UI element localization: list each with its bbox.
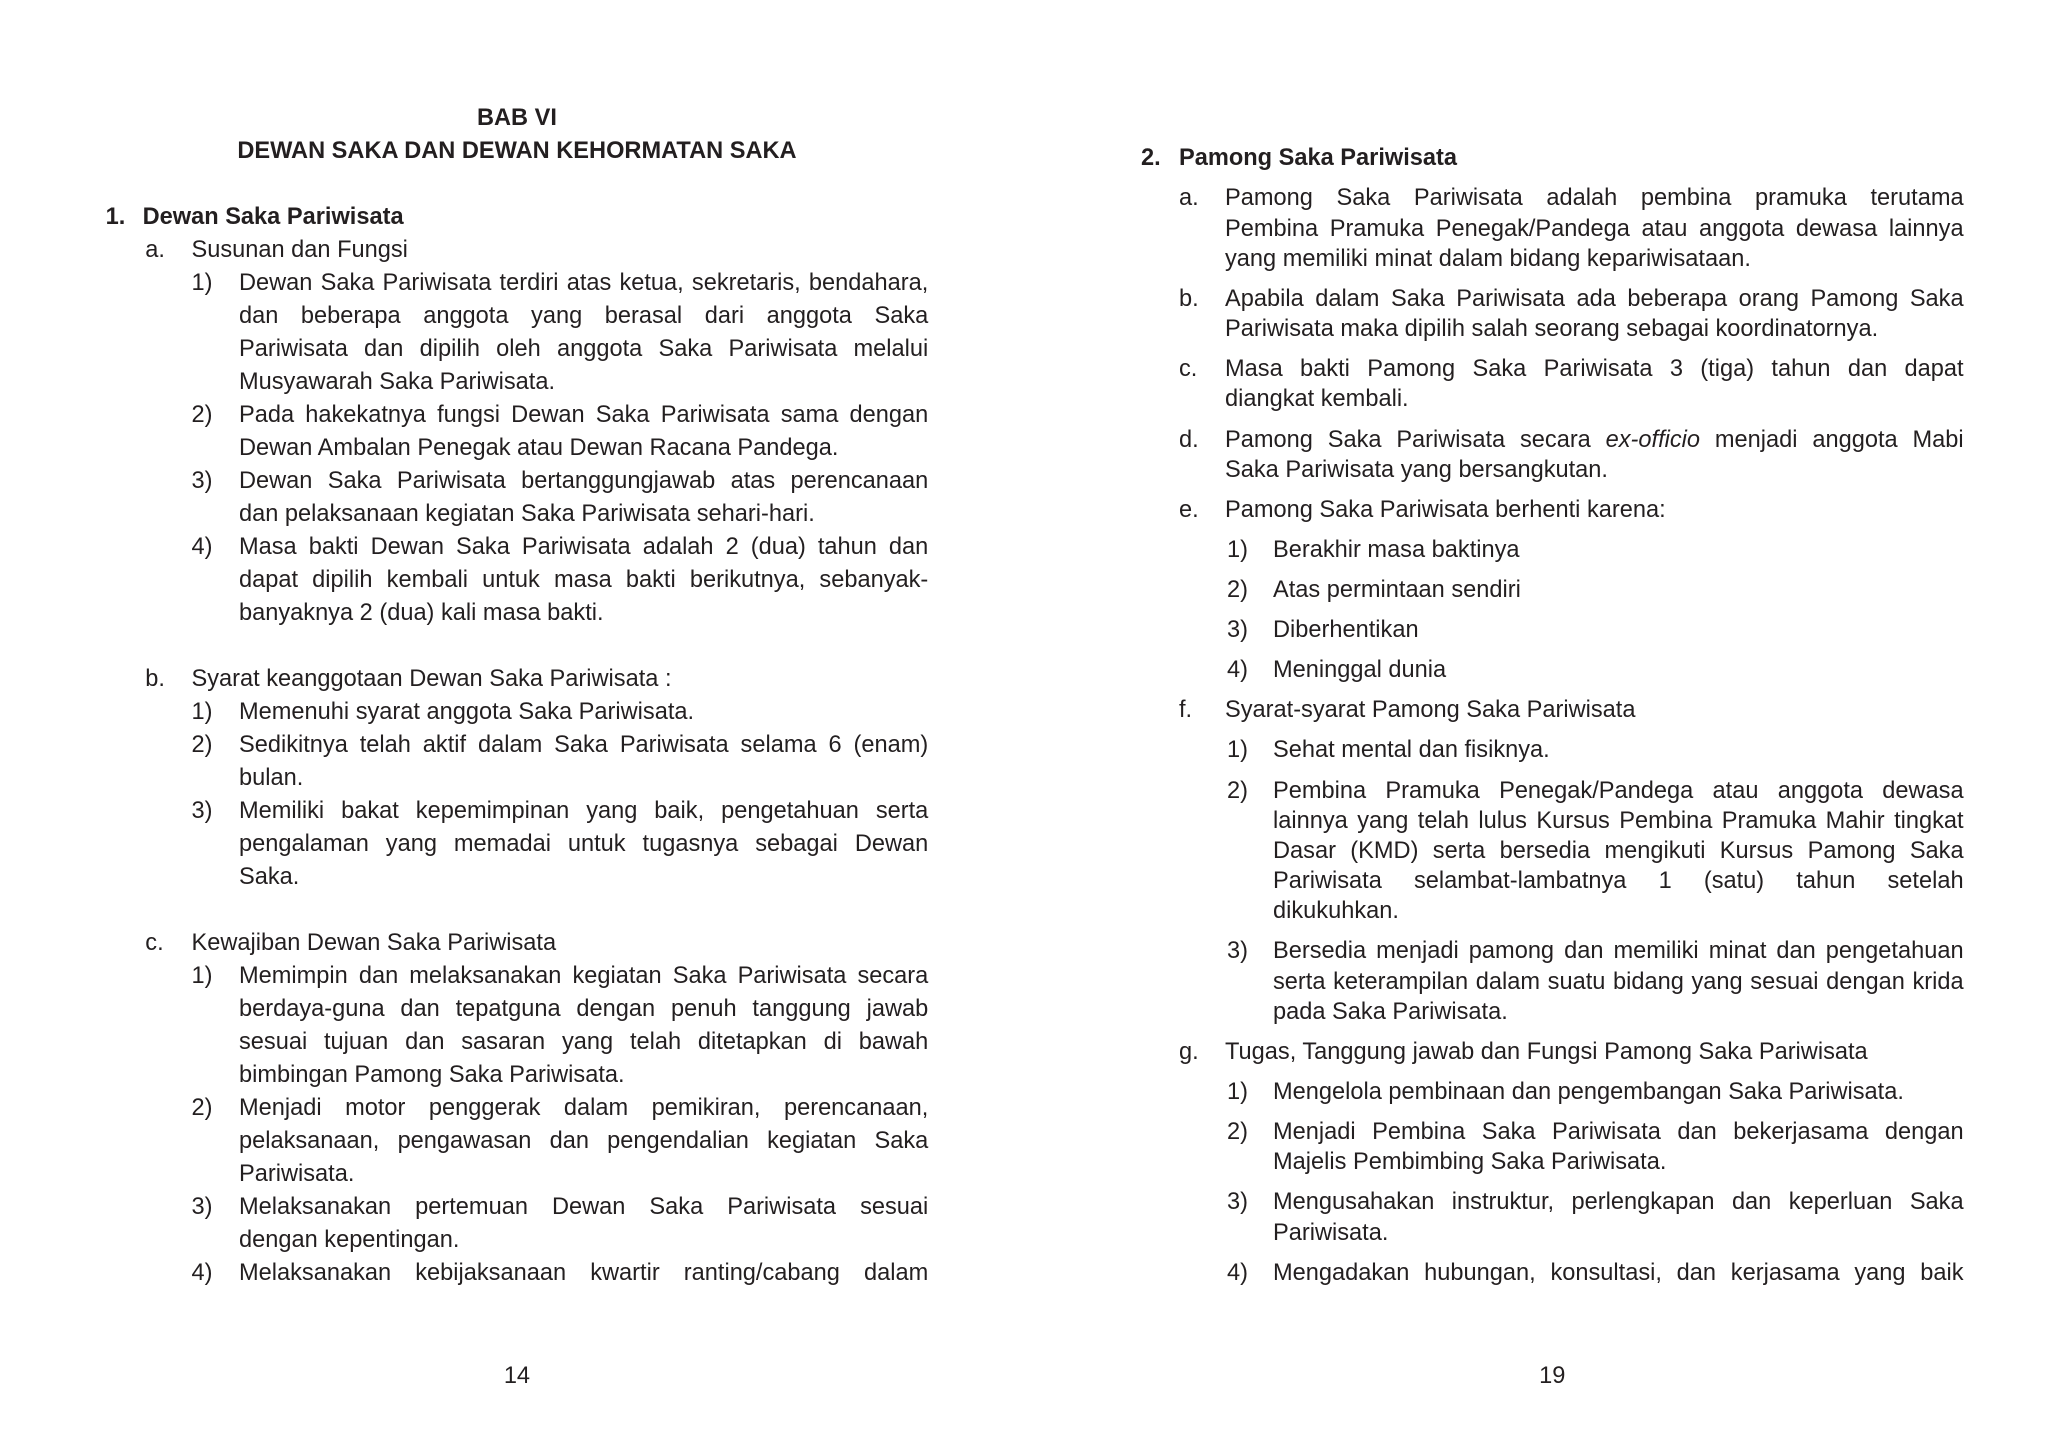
section-heading-text [143, 201, 929, 234]
item-text [1273, 1187, 1964, 1247]
list-item [1141, 183, 1964, 274]
item-marker: 3) [191, 798, 213, 825]
item-marker: 3) [1227, 617, 1248, 644]
text-line: Memimpin dan melaksanakan kegiatan Saka Pariwisata secara [238, 963, 929, 990]
sub-list-item [106, 1092, 929, 1191]
item-text [239, 1257, 928, 1290]
text-line: Atas permintaan sendiri [1273, 577, 1521, 604]
list-item [1141, 354, 1964, 414]
text-line: Bersedia menjadi pamong dan memiliki minat dan pengetahuan [1273, 938, 1964, 965]
text-line: Susunan dan Fungsi [191, 237, 408, 264]
text-line: Syarat-syarat Pamong Saka Pariwisata [1225, 697, 1636, 724]
text-line: Sehat mental dan fisiknya. [1273, 737, 1550, 764]
text-line: Pamong Saka Pariwisata berhenti karena: [1225, 496, 1666, 523]
item-marker: 3) [191, 1194, 213, 1221]
item-text [1273, 776, 1964, 927]
item-marker: 3) [1227, 938, 1248, 965]
text-line: bulan. [238, 765, 304, 792]
text-line: pengalaman yang memadai untuk tugasnya sebagai Dewan [238, 831, 929, 858]
sub-list-item [106, 795, 929, 894]
text-line: Memenuhi syarat anggota Saka Pariwisata. [238, 699, 695, 726]
item-marker: 4) [1227, 657, 1248, 684]
text-line: bimbingan Pamong Saka Pariwisata. [238, 1062, 625, 1089]
item-marker: 4) [1227, 1259, 1248, 1286]
text-line: serta keterampilan dalam suatu bidang yang sesuai dengan krida [1273, 968, 1964, 995]
text-line: Pariwisata dan dipilih oleh anggota Saka Pariwisata melalui [238, 336, 929, 363]
chapter-title: DEWAN SAKA DAN DEWAN KEHORMATAN SAKA [237, 138, 797, 165]
page-number: 19 [1539, 1362, 1566, 1389]
text-line: Saka Pariwisata yang bersangkutan. [1225, 456, 1608, 483]
sub-list-item [106, 960, 929, 1092]
item-text [239, 267, 928, 399]
sub-list-item [106, 696, 929, 729]
text-line: Pariwisata. [1273, 1219, 1389, 1246]
sub-list-item [106, 1257, 929, 1290]
text-line: sesuai tujuan dan sasaran yang telah ditetapkan di bawah [238, 1029, 929, 1056]
text-line: Pariwisata. [238, 1161, 355, 1188]
item-text [1273, 1258, 1964, 1288]
section-number: 1. [105, 204, 126, 231]
item-text [239, 531, 928, 630]
item-text [1273, 936, 1964, 1027]
sub-list-item [1141, 776, 1964, 927]
section-number: 2. [1141, 145, 1161, 172]
item-text [191, 927, 928, 960]
item-text [239, 795, 928, 894]
item-text [1273, 1077, 1964, 1107]
text-line: Mengelola pembinaan dan pengembangan Saka Pariwisata. [1273, 1079, 1904, 1106]
text-line: Kewajiban Dewan Saka Pariwisata [191, 930, 557, 957]
section-heading [1141, 143, 1964, 173]
list-item [1141, 284, 1964, 344]
section-title: Pamong Saka Pariwisata [1179, 145, 1458, 172]
text-line: Berakhir masa baktinya [1273, 536, 1520, 563]
item-text [1273, 655, 1964, 685]
text-line: diangkat kembali. [1225, 386, 1409, 413]
item-marker: a. [1179, 185, 1199, 212]
text-line: Masa bakti Pamong Saka Pariwisata 3 (tiga) tahun dan dapat [1225, 356, 1964, 383]
item-marker: d. [1179, 426, 1199, 453]
item-marker: c. [1179, 356, 1198, 383]
sub-list-item [1141, 1117, 1964, 1177]
sub-list-item [1141, 936, 1964, 1027]
list-item [106, 927, 929, 960]
item-marker: 2) [191, 1095, 213, 1122]
item-marker: 4) [191, 534, 213, 561]
item-text [239, 696, 928, 729]
right-page-content [1141, 143, 1964, 1288]
text-line: dapat dipilih kembali untuk masa bakti berikutnya, sebanyak- [238, 567, 929, 594]
item-text [239, 1191, 928, 1257]
text-line: dengan kepentingan. [238, 1227, 460, 1254]
item-text [1273, 735, 1964, 765]
item-marker: 2) [191, 732, 213, 759]
text-line: Meninggal dunia [1273, 657, 1447, 684]
item-text [1225, 183, 1964, 274]
text-line: dikukuhkan. [1273, 898, 1399, 925]
item-marker: e. [1179, 496, 1199, 523]
item-text [191, 663, 928, 696]
item-text [1273, 615, 1964, 645]
text-line: Pariwisata selambat-lambatnya 1 (satu) tahun setelah [1273, 868, 1964, 895]
section-heading [106, 201, 929, 234]
item-text [1225, 354, 1964, 414]
chapter-label: BAB VI [476, 105, 557, 132]
section-title: Dewan Saka Pariwisata [142, 204, 404, 231]
text-line: Syarat keanggotaan Dewan Saka Pariwisata : [191, 666, 672, 693]
item-marker: 1) [191, 963, 213, 990]
item-marker: b. [1179, 285, 1199, 312]
item-marker: b. [145, 666, 165, 693]
text-line: Melaksanakan kebijaksanaan kwartir ranting/cabang dalam [238, 1260, 929, 1287]
item-marker: 1) [1227, 1079, 1248, 1106]
sub-list-item [106, 267, 929, 399]
item-marker: 3) [1227, 1189, 1248, 1216]
text-line: Dewan Saka Pariwisata bertanggungjawab atas perencanaan [238, 468, 929, 495]
text-line: berdaya-guna dan tepatguna dengan penuh tanggung jawab [238, 996, 929, 1023]
item-marker: 4) [191, 1260, 213, 1287]
text-line: Menjadi motor penggerak dalam pemikiran, perencanaan, [238, 1095, 929, 1122]
item-text [1273, 575, 1964, 605]
item-marker: 2) [1227, 777, 1248, 804]
sub-list-item [1141, 655, 1964, 685]
text-line: Apabila dalam Saka Pariwisata ada beberapa orang Pamong Saka [1225, 285, 1964, 312]
sub-list-item [1141, 535, 1964, 565]
sub-list-item [106, 399, 929, 465]
text-line: Musyawarah Saka Pariwisata. [238, 369, 556, 396]
text-line: pelaksanaan, pengawasan dan pengendalian kegiatan Saka [238, 1128, 929, 1155]
sub-list-item [1141, 575, 1964, 605]
sub-list-item [106, 729, 929, 795]
text-line: dan beberapa anggota yang berasal dari anggota Saka [238, 303, 929, 330]
item-text [1273, 1117, 1964, 1177]
item-marker: 3) [191, 468, 213, 495]
text-line: Mengadakan hubungan, konsultasi, dan kerjasama yang baik [1273, 1259, 1964, 1286]
text-line: Tugas, Tanggung jawab dan Fungsi Pamong Saka Pariwisata [1225, 1038, 1868, 1065]
sub-list-item [1141, 1187, 1964, 1247]
item-text [1225, 695, 1964, 725]
item-text [191, 234, 928, 267]
text-line: Dewan Ambalan Penegak atau Dewan Racana Pandega. [238, 435, 839, 462]
sub-list-item [106, 1191, 929, 1257]
item-marker: c. [145, 930, 164, 957]
sub-list-item [1141, 735, 1964, 765]
item-text [1225, 425, 1964, 485]
list-item [1141, 425, 1964, 485]
text-line: Sedikitnya telah aktif dalam Saka Pariwisata selama 6 (enam) [238, 732, 929, 759]
item-marker: 1) [191, 699, 213, 726]
text-line: Majelis Pembimbing Saka Pariwisata. [1273, 1149, 1667, 1176]
item-marker: 1) [1227, 536, 1248, 563]
text-line: Dewan Saka Pariwisata terdiri atas ketua, sekretaris, bendahara, [238, 270, 929, 297]
item-marker: g. [1179, 1038, 1199, 1065]
sub-list-item [1141, 1258, 1964, 1288]
text-line: Mengusahakan instruktur, perlengkapan dan keperluan Saka [1273, 1189, 1964, 1216]
section-heading-text [1179, 143, 1964, 173]
text-line: pada Saka Pariwisata. [1273, 998, 1508, 1025]
chapter-header [106, 102, 929, 168]
text-line: Pamong Saka Pariwisata adalah pembina pramuka terutama [1225, 185, 1964, 212]
list-item [1141, 495, 1964, 525]
text-line: Pariwisata maka dipilih salah seorang sebagai koordinatornya. [1225, 316, 1879, 343]
text-line: Diberhentikan [1273, 617, 1419, 644]
text-line: dan pelaksanaan kegiatan Saka Pariwisata sehari-hari. [238, 501, 815, 528]
item-text [1273, 535, 1964, 565]
item-text [239, 399, 928, 465]
text-line: Dasar (KMD) serta bersedia mengikuti Kursus Pamong Saka [1273, 837, 1964, 864]
text-line: Pembina Pramuka Penegak/Pandega atau anggota dewasa [1273, 777, 1964, 804]
text-line: Pada hakekatnya fungsi Dewan Saka Pariwisata sama dengan [238, 402, 929, 429]
item-text [239, 729, 928, 795]
item-marker: a. [145, 237, 165, 264]
text-segment: menjadi anggota Mabi [1700, 426, 1964, 453]
item-marker: 1) [1227, 737, 1248, 764]
item-marker: 2) [191, 402, 213, 429]
right-page [1024, 0, 2048, 1451]
item-text [239, 1092, 928, 1191]
text-line: Melaksanakan pertemuan Dewan Saka Pariwisata sesuai [238, 1194, 929, 1221]
text-line: Saka. [238, 864, 300, 891]
item-text [1225, 284, 1964, 344]
item-text [1225, 495, 1964, 525]
text-line: Memiliki bakat kepemimpinan yang baik, pengetahuan serta [238, 798, 929, 825]
page-number: 14 [503, 1362, 531, 1389]
sub-list-item [106, 465, 929, 531]
text-segment: Pamong Saka Pariwisata secara [1225, 426, 1606, 453]
item-marker: 1) [191, 270, 213, 297]
sub-list-item [1141, 1077, 1964, 1107]
text-line: lainnya yang telah lulus Kursus Pembina Pramuka Mahir tingkat [1273, 807, 1964, 834]
item-text [239, 465, 928, 531]
item-marker: 2) [1227, 577, 1248, 604]
text-line: Menjadi Pembina Saka Pariwisata dan bekerjasama dengan [1273, 1119, 1964, 1146]
text-line: Pembina Pramuka Penegak/Pandega atau anggota dewasa lainnya [1225, 215, 1964, 242]
list-item [1141, 695, 1964, 725]
text-line: Masa bakti Dewan Saka Pariwisata adalah 2 (dua) tahun dan [238, 534, 929, 561]
item-marker: 2) [1227, 1119, 1248, 1146]
text-line: yang memiliki minat dalam bidang kepariwisataan. [1225, 245, 1751, 272]
left-page-content [106, 102, 929, 1290]
item-text [1225, 1037, 1964, 1067]
list-item [106, 234, 929, 267]
text-line: banyaknya 2 (dua) kali masa bakti. [238, 600, 604, 627]
text-line [1225, 425, 1964, 455]
sub-list-item [1141, 615, 1964, 645]
sub-list-item [106, 531, 929, 630]
item-marker: f. [1179, 697, 1193, 724]
item-text [239, 960, 928, 1092]
list-item [106, 663, 929, 696]
emphasized-term: ex-officio [1605, 426, 1701, 453]
list-item [1141, 1037, 1964, 1067]
